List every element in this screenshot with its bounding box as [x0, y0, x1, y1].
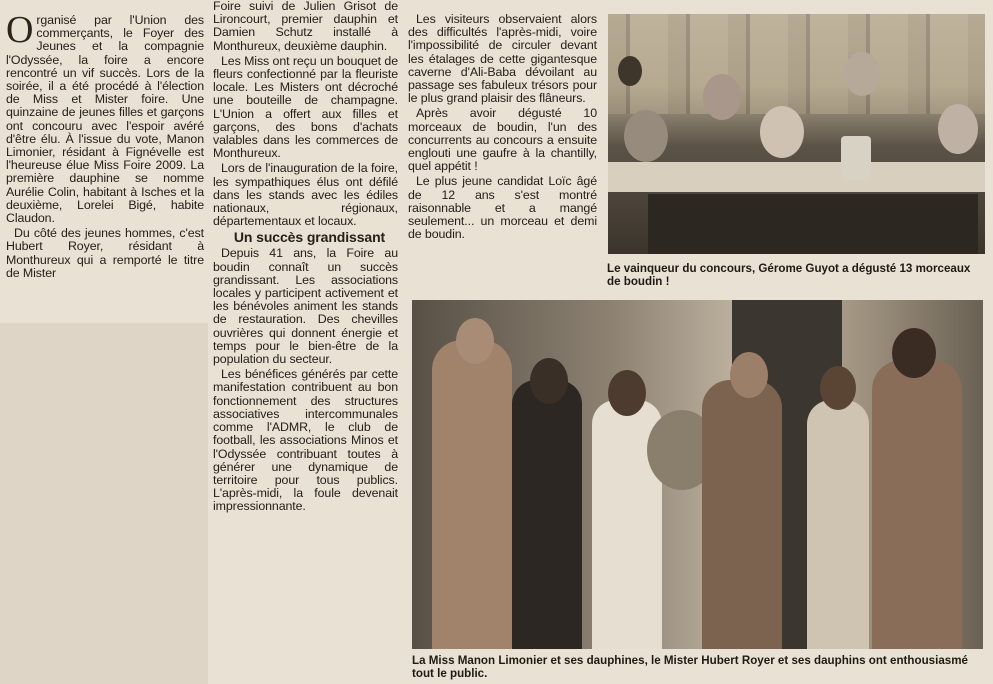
article-column-1 — [6, 9, 204, 282]
paragraph: Du côté des jeunes hommes, c'est Hubert Royer, résidant à Monthureux qui a remporté le titre de Mister — [6, 226, 204, 280]
paragraph: Les visiteurs observaient alors des difficultés l'après-midi, voire l'impossibilité de circuler devant les étalages de cette gigantesque caverne d'Ali-Baba dévoilant au passage ses fabuleux trésors pour le plus grand plaisir des flâneurs. — [408, 12, 597, 106]
lead-paragraph: Organisé par l'Union des commerçants, le Foyer des Jeunes et la compagnie l'Odyssée, la foire a encore rencontré un vif succès. Lors de la soirée, il a été procédé à l'élection de Miss et Mister foire. Une quinzaine de jeunes filles et garçons ont concouru avec l'espoir avéré d'être élu. À l'issue du vote, Manon Limonier, résidant à Fignévelle est l'heureuse élue Miss Foire 2009. La première dauphine se nomme Aurélie Colin, habitant à Isches et la deuxième, Lorelei Bigé, habite Claudon. — [6, 9, 204, 226]
paragraph: Depuis 41 ans, la Foire au boudin connaît un succès grandissant. Les associations locales y participent activement et les bénévoles animent les stands de restauration. Des chevilles ouvrières qui donnent énergie et temps pour le bien-être de la population du secteur. — [213, 246, 398, 367]
article-column-3 — [408, 13, 597, 243]
paragraph: Lors de l'inauguration de la foire, les sympathiques élus ont défilé dans les stands avec les édiles nationaux, régionaux, départementaux et locaux. — [213, 161, 398, 229]
photo-caption-top: Le vainqueur du concours, Gérome Guyot a dégusté 13 morceaux de boudin ! — [607, 262, 971, 288]
article-column-2 — [213, 0, 398, 516]
paragraph: Après avoir dégusté 10 morceaux de boudin, l'un des concurrents au concours a ensuite englouti une gaufre à la chantilly, quel appétit ! — [408, 106, 597, 174]
dropcap: O — [6, 9, 34, 51]
paragraph: Les Miss ont reçu un bouquet de fleurs confectionné par la fleuriste locale. Les Misters ont décroché une bouteille de champagne. L'Union a offert aux filles et garçons, des bons d'achats valables dans les commerces de Monthureux. — [213, 53, 398, 161]
paragraph: Les bénéfices générés par cette manifestation contribuent au bon fonctionnement des structures associatives intercommunales comme l'ADMR, le club de football, les associations Minos et l'Odyssée contribuant toutes à générer une dynamique de territoire pour tous publics. L'après-midi, la foule devenait impressionnante. — [213, 367, 398, 514]
photo-caption-bottom: La Miss Manon Limonier et ses dauphines, le Mister Hubert Royer et ses dauphins ont enthousiasmé tout le public. — [412, 654, 968, 680]
paragraph: Foire suivi de Julien Grisot de Lironcourt, premier dauphin et Damien Schutz installé à Monthureux, deuxième dauphin. — [213, 0, 398, 53]
empty-block — [0, 323, 208, 684]
photo-boudin-contest — [608, 14, 985, 254]
section-subheading: Un succès grandissant — [233, 229, 386, 246]
paragraph: Le plus jeune candidat Loïc âgé de 12 ans s'est montré raisonnable et a mangé seulement... un morceau et demi de boudin. — [408, 174, 597, 242]
photo-miss-and-mister — [412, 300, 983, 649]
